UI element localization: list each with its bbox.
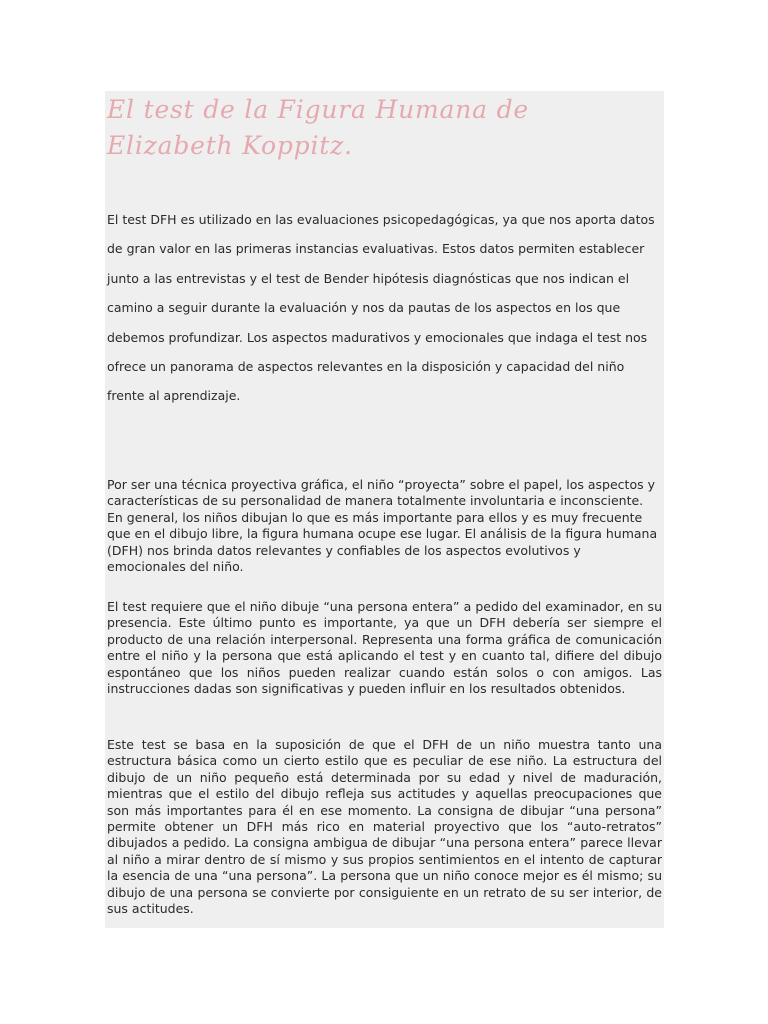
intro-paragraph: El test DFH es utilizado en las evaluaciones psicopedagógicas, ya que nos aporta datos de gran valor en las primeras instancias evaluativas. Estos datos permiten establecer junto a las entrevistas y el test de Bender hipótesis diagnósticas que nos indican el camino a seguir durante la evaluación y nos da pautas de los aspectos en los que debemos profundizar. Los aspectos madurativos y emocionales que indaga el test nos ofrece un panorama de aspectos relevantes en la disposición y capacidad del niño frente al aprendizaje. (107, 212, 655, 404)
body-paragraph-2: El test requiere que el niño dibuje “una persona entera” a pedido del examinador, en su presencia. Este último punto es importante, ya que un DFH debería ser siempre el producto de una relación interpersonal. Representa una forma gráfica de comunicación entre el niño y la persona que está aplicando el test y en cuanto tal, difiere del dibujo espontáneo que los niños pueden realizar cuando están solos o con amigos. Las instrucciones dadas son significativas y pueden influir en los resultados obtenidos. (107, 599, 662, 697)
document-title: El test de la Figura Humana de Elizabeth Koppitz. (107, 95, 529, 160)
body-paragraph-1: Por ser una técnica proyectiva gráfica, el niño “proyecta” sobre el papel, los aspectos y características de su personalidad de manera totalmente involuntaria e inconsciente. En general, los niños dibujan lo que es más importante para ellos y es muy frecuente que en el dibujo libre, la figura humana ocupe ese lugar. El análisis de la figura humana (DFH) nos brinda datos relevantes y confiables de los aspectos evolutivos y emocionales del niño. (107, 477, 658, 575)
body-paragraph-3: Este test se basa en la suposición de que el DFH de un niño muestra tanto una estructura básica como un cierto estilo que es peculiar de ese niño. La estructura del dibujo de un niño pequeño está determinada por su edad y nivel de maduración, mientras que el estilo del dibujo refleja sus actitudes y aquellas preocupaciones que son más importantes para él en ese momento. La consigna de dibujar “una persona” permite obtener un DFH más rico en material proyectivo que los “auto-retratos” dibujados a pedido. La consigna ambigua de dibujar “una persona entera” parece llevar al niño a mirar dentro de sí mismo y sus propios sentimientos en el intento de capturar la esencia de una “una persona”. La persona que un niño conoce mejor es él mismo; su dibujo de una persona se convierte por consiguiente en un retrato de su ser interior, de sus actitudes. (107, 737, 662, 917)
